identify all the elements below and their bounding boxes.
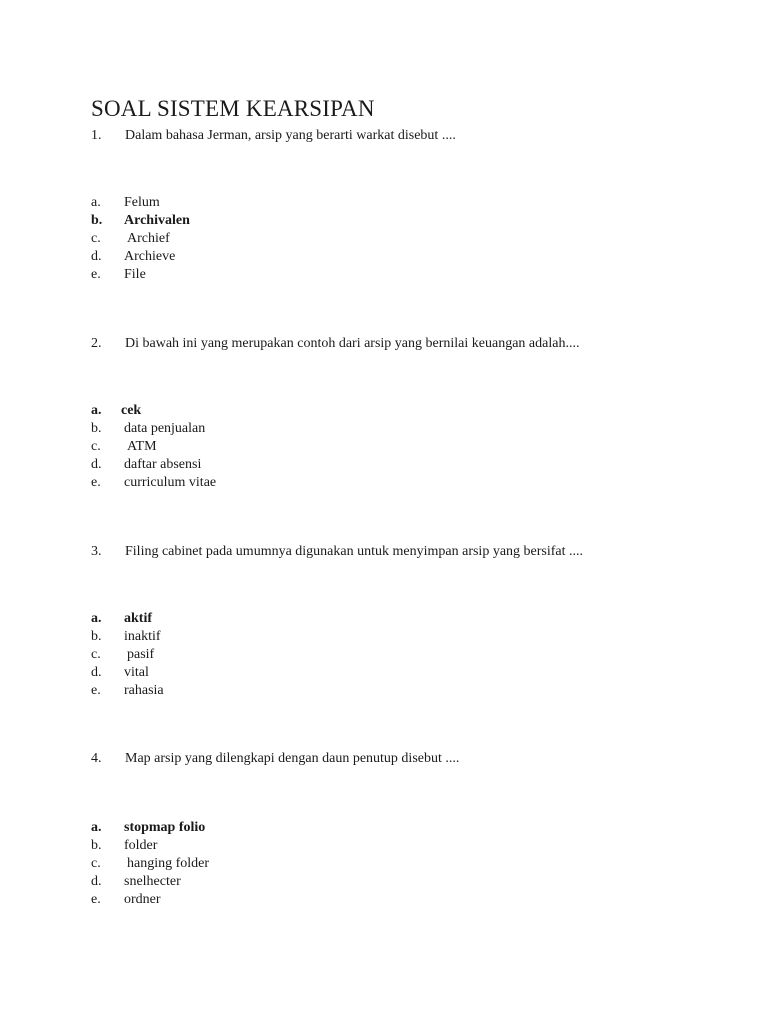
option-1c [91,230,491,248]
option-1d [91,248,491,266]
option-letter: a. [91,611,102,626]
option-text: data penjualan [124,421,206,436]
option-2a-answer [91,402,491,420]
option-letter: e. [91,892,101,907]
question-number: 2. [91,336,102,351]
option-text: ordner [124,892,161,907]
question-number: 4. [91,751,102,766]
option-letter: c. [91,647,101,662]
question-text: Filing cabinet pada umumnya digunakan untuk menyimpan arsip yang bersifat .... [125,544,584,559]
option-4e [91,891,491,909]
option-text: curriculum vitae [124,475,217,490]
option-text: stopmap folio [124,820,206,835]
option-letter: c. [91,856,101,871]
option-text: cek [121,403,142,418]
option-2e [91,474,491,492]
option-4a-answer [91,819,491,837]
option-text: rahasia [124,683,164,698]
option-2d [91,456,491,474]
option-text: ATM [127,439,157,454]
option-letter: e. [91,683,101,698]
option-letter: a. [91,195,101,210]
option-letter: e. [91,267,101,282]
option-letter: d. [91,874,102,889]
document-title: SOAL SISTEM KEARSIPAN [91,96,375,121]
option-text: daftar absensi [124,457,202,472]
option-text: hanging folder [127,856,210,871]
question-text: Di bawah ini yang merupakan contoh dari arsip yang bernilai keuangan adalah.... [125,336,580,351]
question-text: Map arsip yang dilengkapi dengan daun penutup disebut .... [125,751,460,766]
option-letter: c. [91,439,101,454]
option-text: aktif [124,611,152,626]
option-2c [91,438,491,456]
option-letter: e. [91,475,101,490]
option-letter: b. [91,213,103,228]
option-letter: b. [91,838,102,853]
question-number: 1. [91,128,102,143]
option-2b [91,420,491,438]
option-3e [91,682,491,700]
option-4b [91,837,491,855]
option-letter: d. [91,665,102,680]
option-1e [91,266,491,284]
option-letter: a. [91,403,102,418]
option-letter: d. [91,457,102,472]
option-text: Archieve [124,249,176,264]
option-letter: b. [91,421,102,436]
option-text: Archief [127,231,170,246]
option-letter: a. [91,820,102,835]
option-3b [91,628,491,646]
option-3c [91,646,491,664]
option-letter: b. [91,629,102,644]
option-1a [91,194,491,212]
option-text: Archivalen [124,213,190,228]
option-1b-answer [91,212,491,230]
option-letter: c. [91,231,101,246]
question-number: 3. [91,544,102,559]
option-text: vital [124,665,149,680]
option-text: snelhecter [124,874,181,889]
option-3d [91,664,491,682]
option-letter: d. [91,249,102,264]
option-text: inaktif [124,629,161,644]
option-3a-answer [91,610,491,628]
option-text: Felum [124,195,160,210]
option-text: File [124,267,146,282]
question-text: Dalam bahasa Jerman, arsip yang berarti warkat disebut .... [125,128,456,143]
option-text: folder [124,838,158,853]
option-4d [91,873,491,891]
option-text: pasif [127,647,155,662]
option-4c [91,855,491,873]
